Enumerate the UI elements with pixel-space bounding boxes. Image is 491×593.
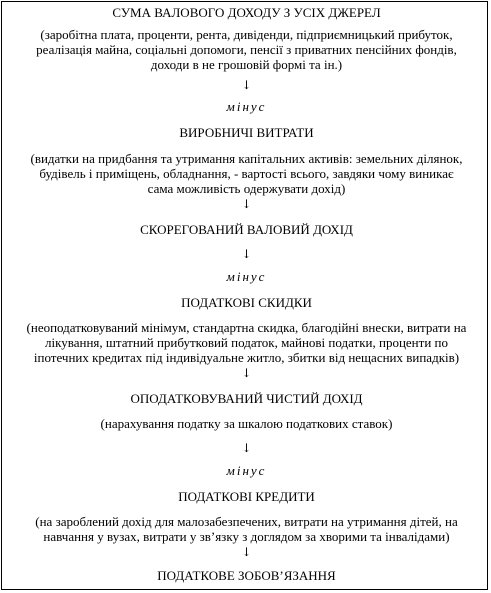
minus-label: мінус <box>226 463 267 478</box>
step-heading-tax-liability: ПОДАТКОВЕ ЗОБОВ’ЯЗАННЯ <box>157 568 336 583</box>
note-line: (заробітна плата, проценти, рента, дивіденди, підприємницький прибуток, <box>40 27 453 42</box>
note-line: будівель і приміщень, обладнання, - вартості всього, завдяки чому виникає <box>39 166 454 181</box>
step-heading-tax-deductions: ПОДАТКОВІ СКИДКИ <box>181 295 312 310</box>
note-line: (нарахування податку за шкалою податкових ставок) <box>100 416 393 431</box>
minus-label: мінус <box>226 99 267 114</box>
step-heading-tax-credits: ПОДАТКОВІ КРЕДИТИ <box>178 489 315 504</box>
note-line: доходи в не грошовій формі та ін.) <box>150 57 343 72</box>
note-line: (видатки на придбання та утримання капітальних активів: земельних ділянок, <box>30 151 463 166</box>
down-arrow-icon: ↓ <box>241 247 252 261</box>
flowchart-frame <box>1 1 488 590</box>
step-heading-taxable-net-income: ОПОДАТКОВУВАНИЙ ЧИСТИЙ ДОХІД <box>130 391 363 406</box>
note-line: іпотечних кредитах під індивідуальне житло, збитки від нещасних випадків) <box>33 350 460 365</box>
note-line: реалізація майна, соціальні допомоги, пенсії з приватних пенсійних фондів, <box>36 42 457 57</box>
minus-label: мінус <box>226 269 267 284</box>
note-line: сама можливість одержувати дохід) <box>147 181 346 196</box>
note-line: (на зароблений дохід для малозабезпечених, витрати на утримання дітей, на <box>35 514 458 529</box>
down-arrow-icon: ↓ <box>241 441 252 455</box>
down-arrow-icon: ↓ <box>241 78 252 92</box>
note-line: лікування, штатний прибутковий податок, майнові податки, проценти по <box>45 335 448 350</box>
down-arrow-icon: ↓ <box>241 366 252 380</box>
step-heading-adjusted-gross-income: СКОРЕГОВАНИЙ ВАЛОВИЙ ДОХІД <box>140 222 353 237</box>
down-arrow-icon: ↓ <box>241 197 252 211</box>
step-heading-production-costs: ВИРОБНИЧІ ВИТРАТИ <box>179 125 314 140</box>
note-line: навчання у вузах, витрати у зв’язку з доглядом за хворими та інвалідами) <box>43 529 450 544</box>
note-line: (неоподатковуваний мінімум, стандартна скидка, благодійні внески, витрати на <box>26 320 467 335</box>
down-arrow-icon: ↓ <box>241 545 252 559</box>
step-heading-gross-income: СУМА ВАЛОВОГО ДОХОДУ З УСІХ ДЖЕРЕЛ <box>112 5 381 20</box>
